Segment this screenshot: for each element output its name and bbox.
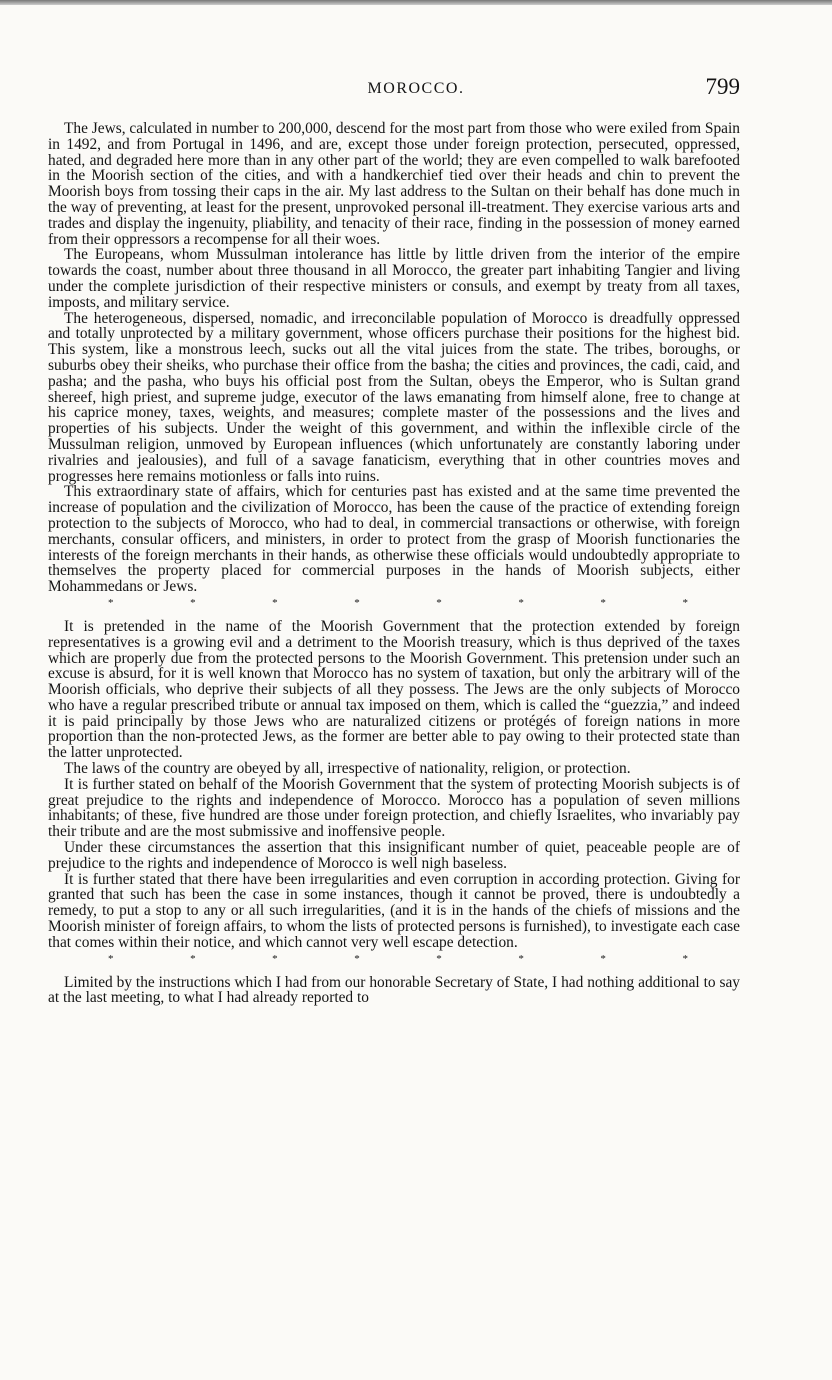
page-number: 799 xyxy=(705,74,740,99)
section-separator xyxy=(48,951,740,975)
separator-star: * xyxy=(436,952,442,965)
paragraph: It is pretended in the name of the Moorish Government that the protection extended by foreign representatives is a growing evil and a detriment to the Moorish treasury, which is thus deprived of the taxes which are properly due from the protected persons to the Moorish Government. This pretension under such an excuse is absurd, for it is well known that Morocco has no system of taxation, but only the arbitrary will of the Moorish officials, who deprive their subjects of all they possess. The Jews are the only subjects of Morocco who have a regular prescribed tribute or annual tax imposed on them, which is called the “guezzia,” and indeed it is paid principally by those Jews who are naturalized citizens or protégés of foreign nations in more proportion than the non-protected Jews, as the former are better able to pay owing to their protected state than the latter unprotected. xyxy=(48,617,740,762)
separator-star: * xyxy=(518,596,524,609)
section-separator xyxy=(48,595,740,619)
separator-star: * xyxy=(272,952,278,965)
top-rule xyxy=(0,0,832,5)
running-head: MOROCCO. xyxy=(367,80,465,97)
paragraph: Under these circumstances the assertion that this insignificant number of quiet, peaceable people are of prejudice to the rights and independence of Morocco is well nigh baseless. xyxy=(48,839,740,872)
paragraph: Limited by the instructions which I had from our honorable Secretary of State, I had nothing additional to say at the last meeting, to what I had already reported to xyxy=(48,973,740,1007)
separator-star: * xyxy=(108,952,114,965)
separator-star: * xyxy=(190,952,196,965)
separator-star: * xyxy=(436,596,442,609)
separator-star: * xyxy=(682,596,688,609)
separator-star: * xyxy=(354,952,360,965)
separator-star: * xyxy=(190,596,196,609)
separator-star: * xyxy=(108,596,114,609)
paragraph: This extraordinary state of affairs, which for centuries past has existed and at the same time prevented the increase of population and the civilization of Morocco, has been the cause of the practice of extending foreign protection to the subjects of Morocco, who had to deal, in commercial transactions or otherwise, with foreign merchants, consular officers, and ministers, in order to protect from the grasp of Moorish functionaries the interests of the foreign merchants in their hands, as otherwise these officials would undoubtedly appropriate to themselves the property placed for commercial purposes in the hands of Moorish subjects, either Mohammedans or Jews. xyxy=(48,483,740,596)
paragraph: The heterogeneous, dispersed, nomadic, and irreconcilable population of Morocco is dreadfully oppressed and totally unprotected by a military government, whose officers purchase their positions for the highest bid. This system, like a monstrous leech, sucks out all the vital juices from the state. The tribes, boroughs, or suburbs obey their sheiks, who purchase their office from the basha; the cities and provinces, the cadi, caid, and pasha; and the pasha, who buys his official post from the Sultan, obeys the Emperor, who is Sultan grand shereef, high priest, and supreme judge, executor of the laws emanating from himself alone, free to change at his caprice money, taxes, weights, and measures; complete master of the possessions and the lives and properties of his subjects. Under the weight of this government, and within the inflexible circle of the Mussulman religion, unmoved by European influences (which unfortunately are constantly laboring under rivalries and jealousies), and full of a savage fanaticism, everything that in other countries moves and progresses here remains motionless or falls into ruins. xyxy=(48,309,740,485)
separator-star: * xyxy=(600,952,606,965)
paragraph: It is further stated on behalf of the Moorish Government that the system of protecting Moorish subjects is of great prejudice to the rights and independence of Morocco. Morocco has a population of seven millions inhabitants; of these, five hundred are those under foreign protection, and chiefly Israelites, who invariably pay their tribute and are the most submissive and inoffensive people. xyxy=(48,775,740,841)
separator-star: * xyxy=(682,952,688,965)
separator-star: * xyxy=(518,952,524,965)
paragraph: The Europeans, whom Mussulman intolerance has little by little driven from the interior of the empire towards the coast, number about three thousand in all Morocco, the greater part inhabiting Tangier and living under the complete jurisdiction of their respective ministers or consuls, and exempt by treaty from all taxes, imposts, and military service. xyxy=(48,246,740,311)
separator-star: * xyxy=(354,596,360,609)
paragraph: It is further stated that there have been irregularities and even corruption in according protection. Giving for granted that such has been the case in some instances, though it cannot be proved, there is undoubtedly a remedy, to put a stop to any or all such irregularities, (and it is in the hands of the chiefs of missions and the Moorish minister of foreign affairs, to whom the lists of protected persons is furnished), to investigate each case that comes within their notice, and which cannot very well escape detection. xyxy=(48,870,740,951)
paragraph: The Jews, calculated in number to 200,000, descend for the most part from those who were exiled from Spain in 1492, and from Portugal in 1496, and are, except those under foreign protection, persecuted, oppressed, hated, and degraded here more than in any other part of the world; they are even compelled to walk barefooted in the Moorish section of the cities, and with a handkerchief tied over their heads and chin to prevent the Moorish boys from tossing their caps in the air. My last address to the Sultan on their behalf has done much in the way of preventing, at least for the present, unprovoked personal ill-treatment. They exercise various arts and trades and display the ingenuity, pliability, and tenacity of their race, finding in the possession of money earned from their oppressors a recompense for all their woes. xyxy=(48,120,740,248)
paragraph: The laws of the country are obeyed by all, irrespective of nationality, religion, or protection. xyxy=(64,760,631,778)
body-text xyxy=(48,121,740,1006)
separator-star: * xyxy=(600,596,606,609)
separator-star: * xyxy=(272,596,278,609)
